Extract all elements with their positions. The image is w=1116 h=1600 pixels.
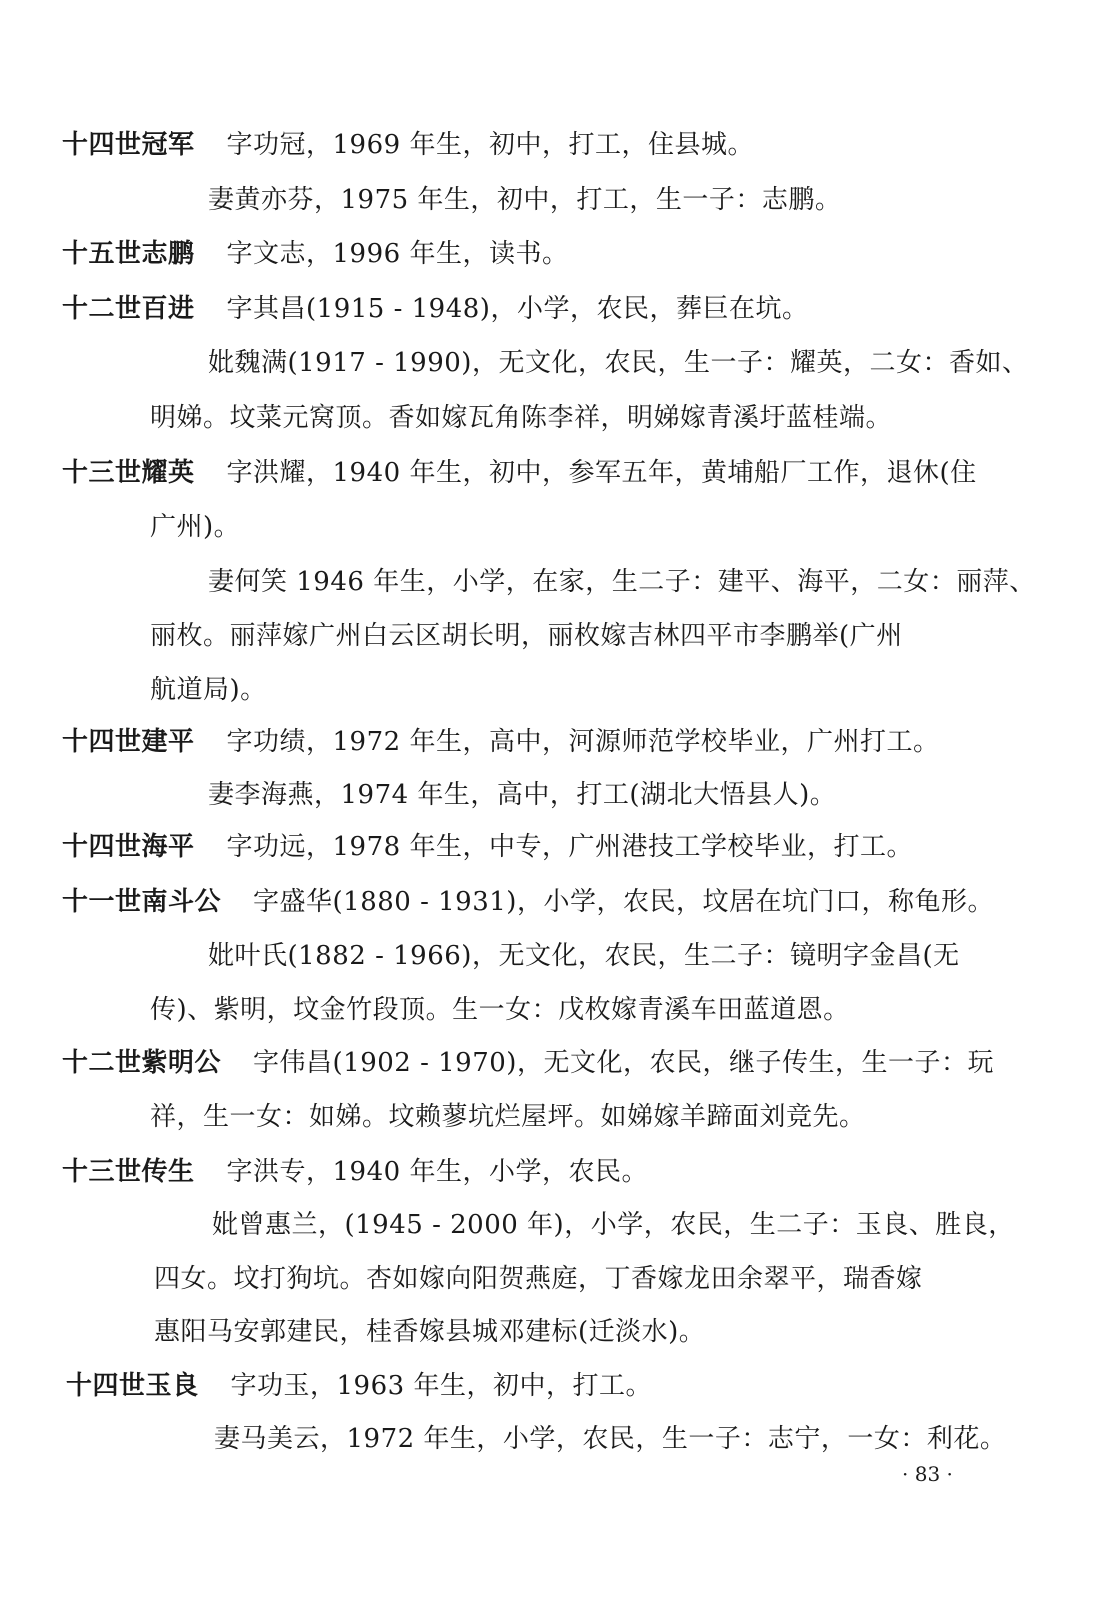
entry-text: 祥，生一女：如娣。坟赖蓼坑烂屋坪。如娣嫁羊蹄面刘竞先。 (150, 1102, 866, 1132)
entry-line (150, 1100, 866, 1134)
entry-line (214, 1422, 1006, 1456)
entry-text: 字洪耀，1940 年生，初中，参军五年，黄埔船厂工作，退休(住 (226, 458, 977, 488)
entry-line (208, 778, 836, 812)
entry-line (208, 565, 1036, 599)
entry-text: 字功绩，1972 年生，高中，河源师范学校毕业，广州打工。 (226, 727, 940, 757)
entry-line (62, 1155, 648, 1189)
entry-text: 字功玉，1963 年生，初中，打工。 (230, 1371, 652, 1401)
entry-text: 明娣。坟菜元窝顶。香如嫁瓦角陈李祥，明娣嫁青溪圩蓝桂端。 (150, 403, 893, 433)
entry-text: 字文志，1996 年生，读书。 (226, 239, 569, 269)
entry-text: 妣曾惠兰，(1945 - 2000 年)，小学，农民，生二子：玉良、胜良， (212, 1210, 1015, 1240)
entry-line (62, 456, 977, 490)
entry-name: 十二世百进 (62, 294, 195, 324)
entry-line (62, 830, 913, 864)
entry-text: 字伟昌(1902 - 1970)，无文化，农民，继子传生，生一子：玩 (253, 1048, 994, 1078)
entry-line (208, 183, 841, 217)
entry-line (66, 1369, 652, 1403)
entry-line (62, 237, 568, 271)
entry-name: 十四世海平 (62, 832, 195, 862)
entry-name: 十四世玉良 (66, 1371, 199, 1401)
entry-line (62, 725, 939, 759)
entry-text: 妻马美云，1972 年生，小学，农民，生一子：志宁，一女：利花。 (214, 1424, 1007, 1454)
entry-text: 字其昌(1915 - 1948)，小学，农民，葬巨在坑。 (226, 294, 809, 324)
entry-line (62, 292, 808, 326)
entry-line (150, 993, 850, 1027)
entry-line (208, 939, 960, 973)
entry-text: 妻李海燕，1974 年生，高中，打工(湖北大悟县人)。 (208, 780, 837, 810)
entry-text: 妻黄亦芬，1975 年生，初中，打工，生一子：志鹏。 (208, 185, 842, 215)
entry-name: 十一世南斗公 (62, 887, 222, 917)
entry-line (150, 510, 240, 544)
entry-name: 十四世冠军 (62, 130, 195, 160)
entry-text: 字功冠，1969 年生，初中，打工，住县城。 (226, 130, 754, 160)
entry-text: 四女。坟打狗坑。杏如嫁向阳贺燕庭，丁香嫁龙田余翠平，瑞香嫁 (154, 1264, 923, 1294)
entry-line (150, 401, 892, 435)
entry-text: 惠阳马安郭建民，桂香嫁县城邓建标(迁淡水)。 (154, 1317, 706, 1347)
entry-text: 航道局)。 (150, 675, 267, 705)
entry-text: 广州)。 (150, 512, 241, 542)
entry-text: 字洪专，1940 年生，小学，农民。 (226, 1157, 648, 1187)
entry-text: 字功远，1978 年生，中专，广州港技工学校毕业，打工。 (226, 832, 913, 862)
entry-text: 妣叶氏(1882 - 1966)，无文化，农民，生二子：镜明字金昌(无 (208, 941, 960, 971)
entry-name: 十四世建平 (62, 727, 195, 757)
entry-line (208, 346, 1028, 380)
entry-line (150, 673, 267, 707)
entry-line (62, 1046, 994, 1080)
entry-text: 妻何笑 1946 年生，小学，在家，生二子：建平、海平，二女：丽萍、 (208, 567, 1036, 597)
entry-name: 十三世耀英 (62, 458, 195, 488)
entry-text: 妣魏满(1917 - 1990)，无文化，农民，生一子：耀英，二女：香如、 (208, 348, 1029, 378)
entry-name: 十二世紫明公 (62, 1048, 222, 1078)
entry-line (62, 885, 994, 919)
entry-line (212, 1208, 1015, 1242)
entry-line (150, 619, 903, 653)
entry-line (154, 1262, 923, 1296)
page-number: · 83 · (902, 1462, 953, 1486)
entry-text: 字盛华(1880 - 1931)，小学，农民，坟居在坑门口，称龟形。 (253, 887, 994, 917)
entry-line (62, 128, 754, 162)
entry-text: 丽枚。丽萍嫁广州白云区胡长明，丽枚嫁吉林四平市李鹏举(广州 (150, 621, 903, 651)
entry-name: 十三世传生 (62, 1157, 195, 1187)
entry-name: 十五世志鹏 (62, 239, 195, 269)
entry-line (154, 1315, 705, 1349)
entry-text: 传)、紫明，坟金竹段顶。生一女：戊枚嫁青溪车田蓝道恩。 (150, 995, 850, 1025)
